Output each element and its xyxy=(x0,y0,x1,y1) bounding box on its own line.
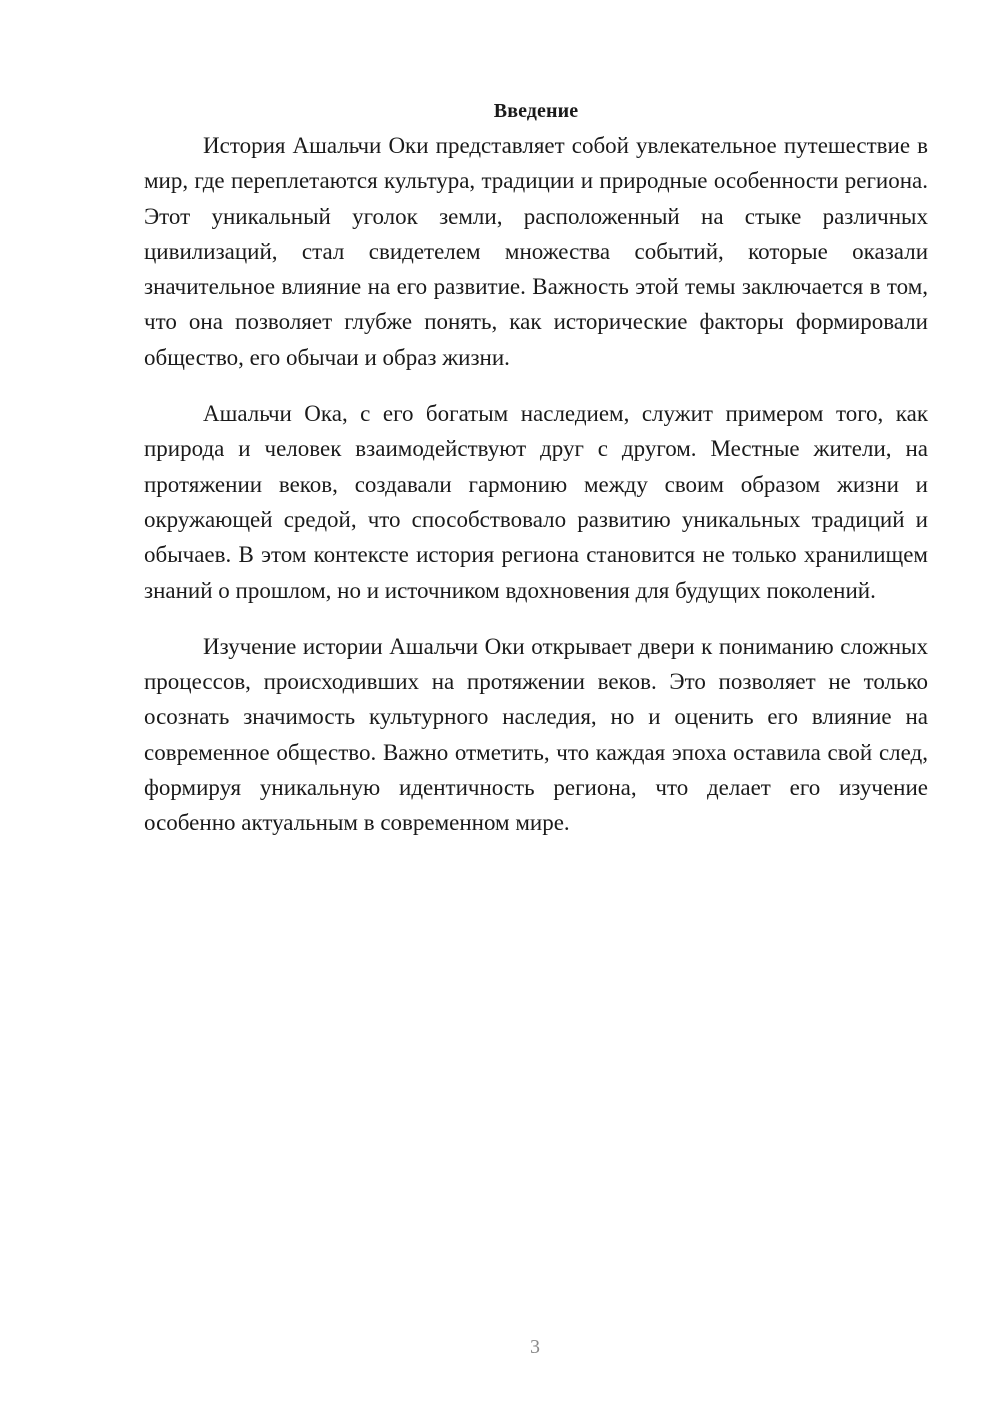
paragraph-2: Ашальчи Ока, с его богатым наследием, служит примером того, как природа и человек взаимодействуют друг с другом. Местные жители, на протяжении веков, создавали гармонию между своим образом жизни и окружающей средой, что способствовало развитию уникальных традиций и обычаев. В этом контексте история региона становится не только хранилищем знаний о прошлом, но и источником вдохновения для будущих поколений. xyxy=(144,401,928,603)
paragraph-3: Изучение истории Ашальчи Оки открывает двери к пониманию сложных процессов, происходивших на протяжении веков. Это позволяет не только осознать значимость культурного наследия, но и оценить его влияние на современное общество. Важно отметить, что каждая эпоха оставила свой след, формируя уникальную идентичность региона, что делает его изучение особенно актуальным в современном мире. xyxy=(144,633,928,836)
paragraph-1: История Ашальчи Оки представляет собой увлекательное путешествие в мир, где переплетаются культура, традиции и природные особенности региона. Этот уникальный уголок земли, расположенный на стыке различных цивилизаций, стал свидетелем множества событий, которые оказали значительное влияние на его развитие. Важность этой темы заключается в том, что она позволяет глубже понять, как исторические факторы формировали общество, его обычаи и образ жизни. xyxy=(144,133,928,370)
page-content xyxy=(144,95,928,862)
section-heading: Введение xyxy=(493,100,579,122)
page-number: 3 xyxy=(530,1336,540,1358)
